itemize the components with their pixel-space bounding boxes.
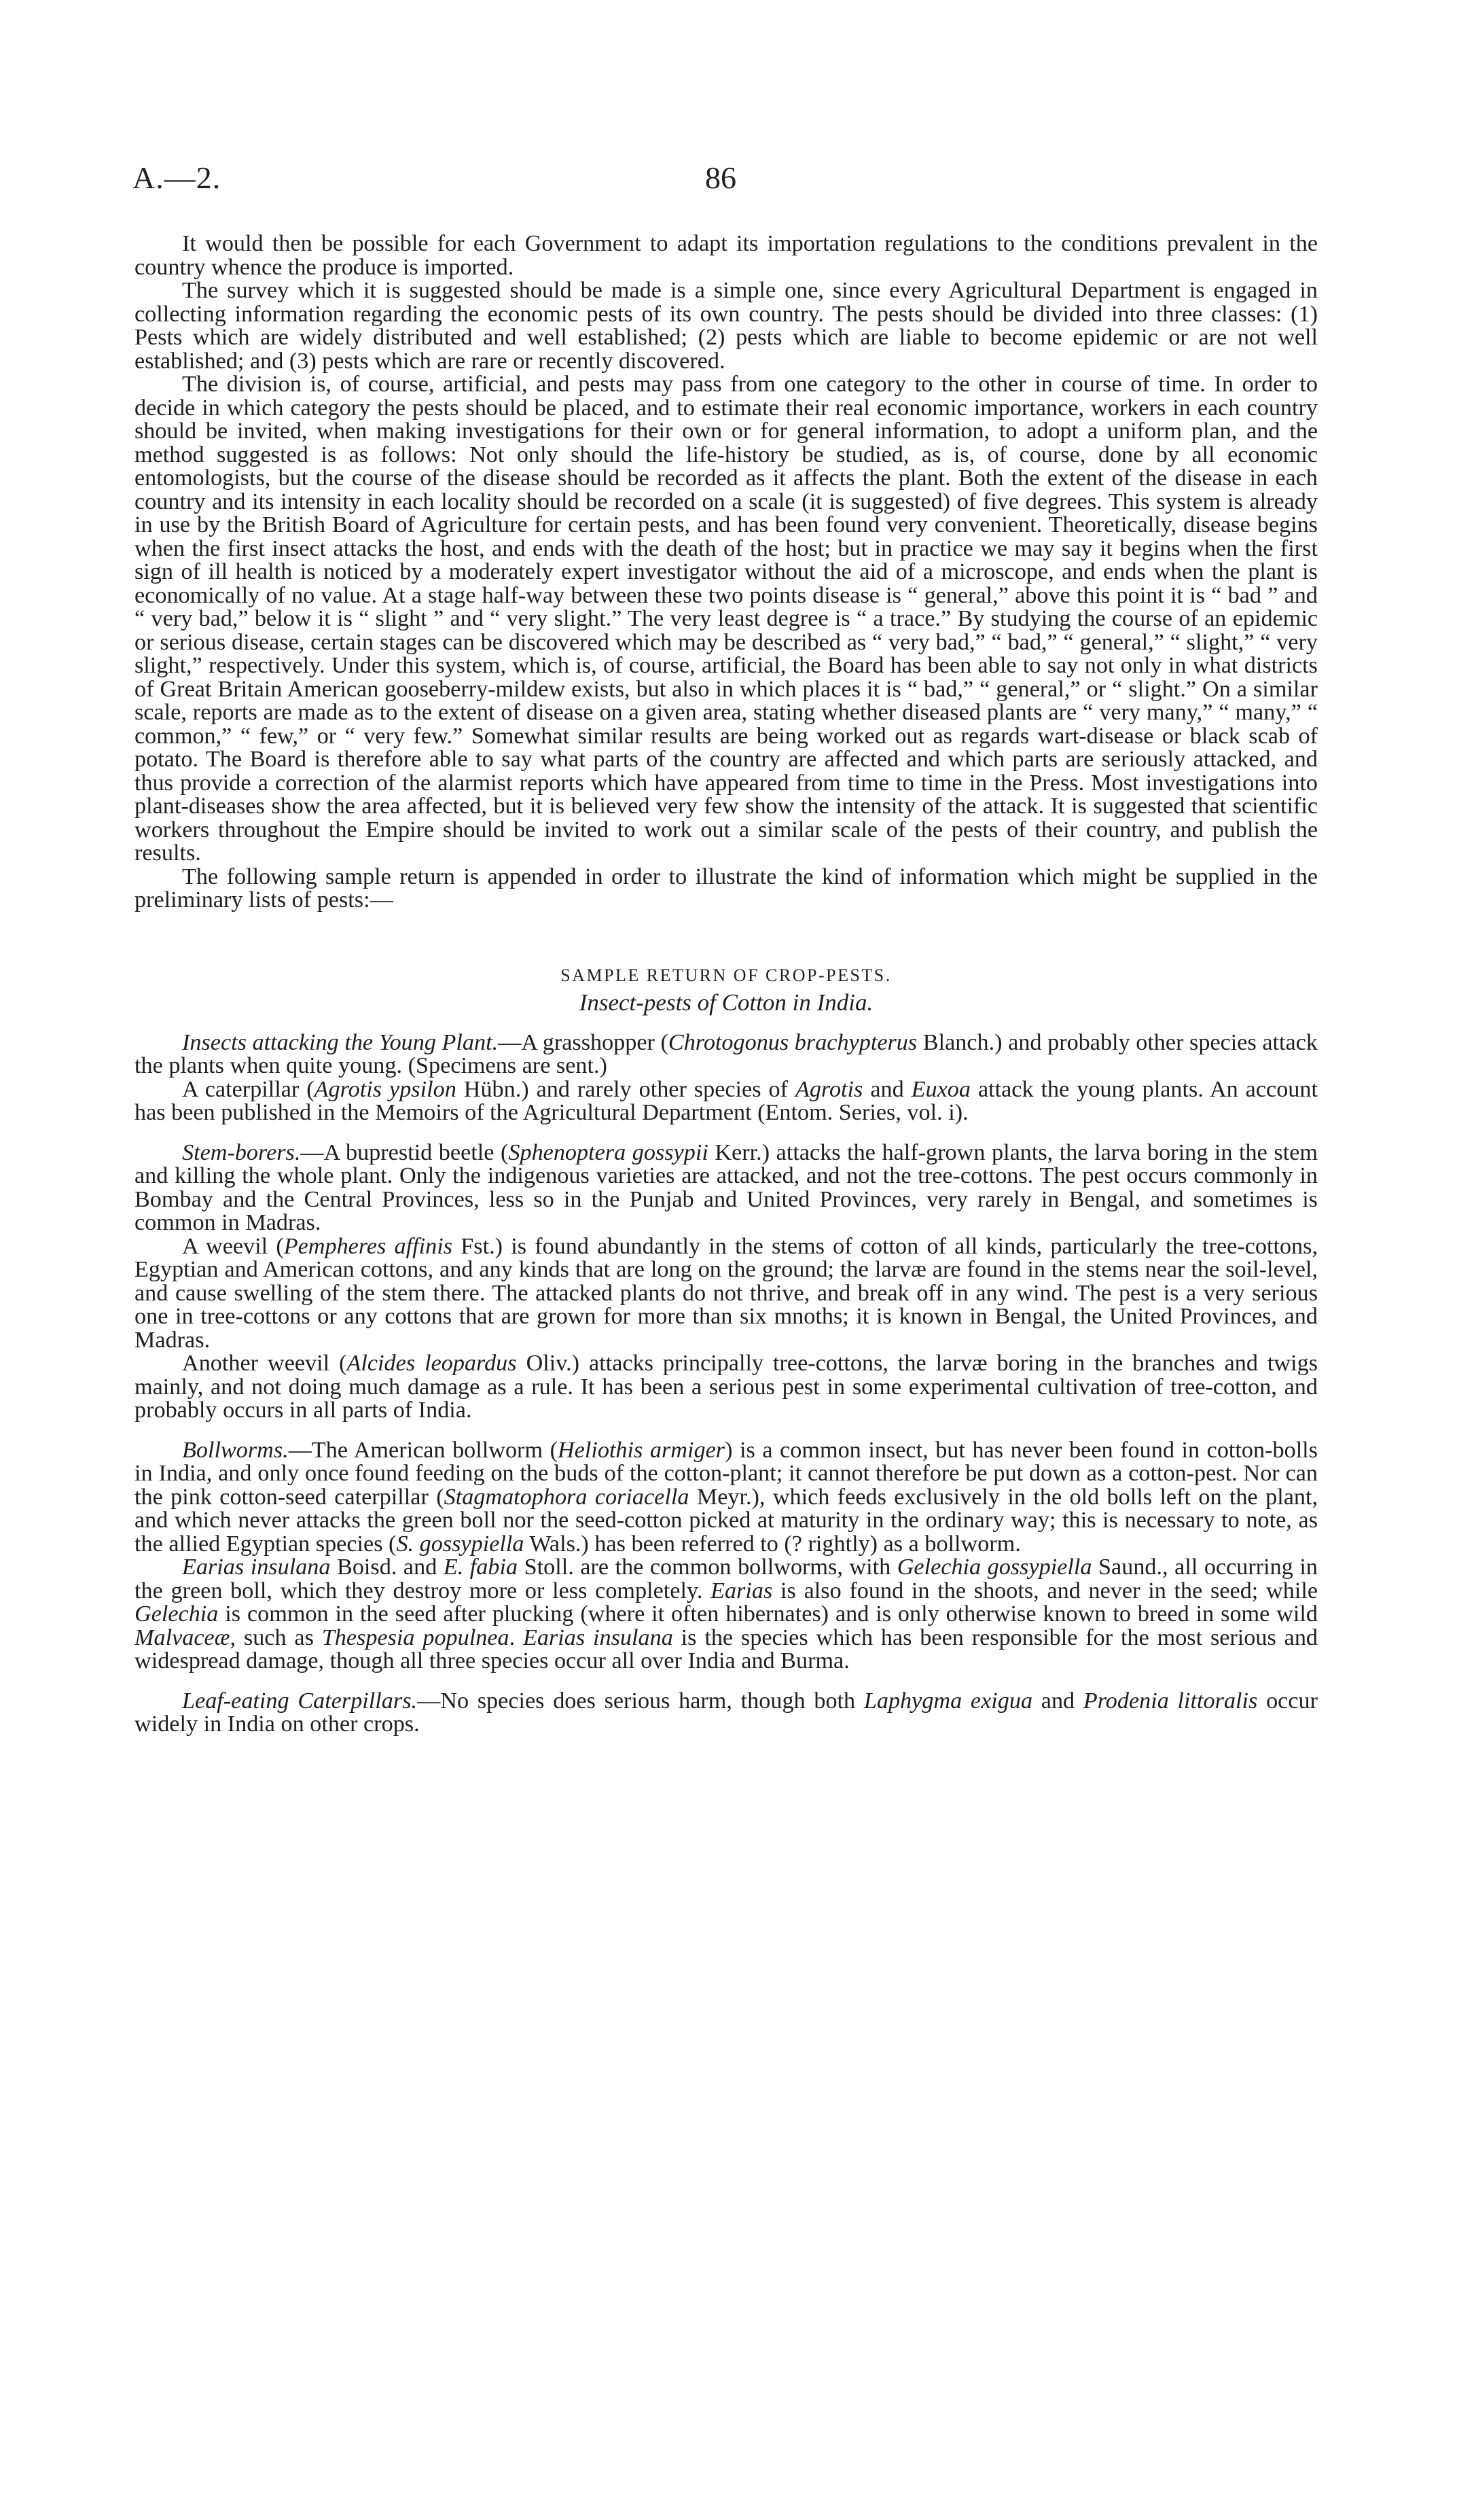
species-name: Earias — [710, 1578, 773, 1603]
species-name: Laphygma exigua — [863, 1688, 1033, 1714]
species-name: Stagmatophora coriacella — [444, 1484, 689, 1510]
page-header — [132, 160, 1342, 207]
paragraph: Leaf-eating Caterpillars.—No species does serious harm, though both Laphygma exigua and Prodenia littoralis occur widely in India on other crops. — [134, 1688, 1318, 1737]
page-number: 86 — [705, 160, 736, 195]
species-name: Chrotogonus brachypterus — [668, 1029, 918, 1055]
species-name: Heliothis armiger — [557, 1437, 725, 1463]
species-name: Earias insulana — [182, 1555, 331, 1580]
species-name: Earias insulana — [523, 1625, 673, 1650]
paragraph: Bollworms.—The American bollworm (Heliothis armiger) is a common insect, but has never been found in cotton-bolls in India, and only once found feeding on the buds of the cotton-plant; it cannot therefore be put down as a cotton-pest. Nor can the pink cotton-seed caterpillar (Stagmatophora coriacella Meyr.), which feeds exclusively in the old bolls left on the plant, and which never attacks the green boll nor the seed-cotton picked at maturity in the ordinary way; this is necessary to note, as the allied Egyptian species (S. gossypiella Wals.) has been referred to (? rightly) as a bollworm. — [134, 1437, 1318, 1557]
species-name: Pempheres affinis — [283, 1233, 453, 1259]
species-name: Thespesia populnea — [321, 1625, 509, 1650]
species-name: E. fabia — [443, 1555, 518, 1580]
paragraph: Insects attacking the Young Plant.—A grasshopper (Chrotogonus brachypterus Blanch.) and probably other species attack the plants when quite young. (Specimens are sent.) — [134, 1029, 1318, 1078]
subsection-heading: Stem-borers. — [182, 1139, 301, 1165]
paragraph: Another weevil (Alcides leopardus Oliv.) attacks principally tree-cottons, the larvæ boring in the branches and twigs mainly, and not doing much damage as a rule. It has been a serious pest in some experimental cultivation of tree-cotton, and probably occurs in all parts of India. — [134, 1351, 1318, 1423]
species-name: Malvaceæ — [134, 1625, 230, 1650]
document-body — [134, 232, 1318, 1737]
paragraph: A weevil (Pempheres affinis Fst.) is found abundantly in the stems of cotton of all kinds, particularly the tree-cottons, Egyptian and American cottons, and any kinds that are long on the ground; the larvæ are found in the stems near the soil-level, and cause swelling of the stem there. The attacked plants do not thrive, and break off in any wind. The pest is a very serious one in tree-cottons or any cottons that are grown for more than six mnoths; it is known in Bengal, the United Provinces, and Madras. — [134, 1233, 1318, 1353]
species-name: Agrotis ypsilon — [314, 1076, 456, 1102]
species-name: Gelechia gossypiella — [897, 1555, 1092, 1580]
species-name: S. gossypiella — [396, 1531, 524, 1557]
section-title: SAMPLE RETURN OF CROP-PESTS. — [560, 965, 892, 985]
species-name: Gelechia — [134, 1601, 219, 1627]
subsection-heading: Leaf-eating Caterpillars. — [182, 1688, 418, 1714]
document-reference: A.—2. — [132, 160, 221, 195]
paragraph: A caterpillar (Agrotis ypsilon Hübn.) and rarely other species of Agrotis and Euxoa attack the young plants. An account has been published in the Memoirs of the Agricultural Department (Entom. Series, vol. i). — [134, 1076, 1318, 1125]
subsection-heading: Insects attacking the Young Plant. — [182, 1029, 499, 1055]
subsection-heading: Bollworms. — [182, 1437, 289, 1463]
species-name: Prodenia littoralis — [1083, 1688, 1258, 1714]
section-subtitle: Insect-pests of Cotton in India. — [579, 989, 874, 1016]
paragraph: Stem-borers.—A buprestid beetle (Sphenoptera gossypii Kerr.) attacks the half-grown plants, the larva boring in the stem and killing the whole plant. Only the indigenous varieties are attacked, and not the tree-cottons. The pest occurs commonly in Bombay and the Central Provinces, less so in the Punjab and United Provinces, very rarely in Bengal, and sometimes is common in Madras. — [134, 1139, 1318, 1235]
species-name: Sphenoptera gossypii — [508, 1139, 708, 1165]
paragraph: The division is, of course, artificial, and pests may pass from one category to the other in course of time. In order to decide in which category the pests should be placed, and to estimate their real economic importance, workers in each country should be invited, when making investigations for their own or for general information, to adopt a uniform plan, and the method suggested is as follows: Not only should the life-history be studied, as is, of course, done by all economic entomologists, but the course of the disease should be recorded as it affects the plant. Both the extent of the disease in each country and its intensity in each locality should be recorded on a scale (it is suggested) of five degrees. This system is already in use by the British Board of Agriculture for certain pests, and has been found very convenient. Theoretically, disease begins when the first insect attacks the host, and ends with the death of the host; but in practice we may say it begins when the first sign of ill health is noticed by a moderately expert investigator without the aid of a microscope, and ends when the plant is economically of no value. At a stage half-way between these two points disease is “ general,” above this point it is “ bad ” and “ very bad,” below it is “ slight ” and “ very slight.” The very least degree is “ a trace.” By studying the course of an epidemic or serious disease, certain stages can be discovered which may be described as “ very bad,” “ bad,” “ general,” “ slight,” “ very slight,” respectively. Under this system, which is, of course, artificial, the Board has been able to say not only in what districts of Great Britain American gooseberry-mildew exists, but also in which places it is “ bad,” “ general,” or “ slight.” On a similar scale, reports are made as to the extent of disease on a given area, stating whether diseased plants are “ very many,” “ many,” “ common,” “ few,” or “ very few.” Somewhat similar results are being worked out as regards wart-disease or black scab of potato. The Board is therefore able to say what parts of the country are affected and which parts are seriously attacked, and thus provide a correction of the alarmist reports which have appeared from time to time in the Press. Most investigations into plant-diseases show the area affected, but it is believed very few show the intensity of the attack. It is suggested that scientific workers throughout the Empire should be invited to work out a similar scale of the pests of their country, and publish the results. — [134, 372, 1318, 866]
species-name: Euxoa — [911, 1076, 971, 1102]
paragraph: The following sample return is appended in order to illustrate the kind of information which might be supplied in the preliminary lists of pests:— — [134, 864, 1318, 912]
species-name: Alcides leopardus — [346, 1351, 517, 1376]
paragraph: It would then be possible for each Government to adapt its importation regulations to the conditions prevalent in the country whence the produce is imported. — [134, 231, 1318, 280]
paragraph: The survey which it is suggested should be made is a simple one, since every Agricultural Department is engaged in collecting information regarding the economic pests of its own country. The pests should be divided into three classes: (1) Pests which are widely distributed and well established; (2) pests which are liable to become epidemic or are not well established; and (3) pests which are rare or recently discovered. — [134, 278, 1318, 374]
species-name: Agrotis — [795, 1076, 863, 1102]
paragraph: Earias insulana Boisd. and E. fabia Stoll. are the common bollworms, with Gelechia gossypiella Saund., all occurring in the green boll, which they destroy more or less completely. Earias is also found in the shoots, and never in the seed; while Gelechia is common in the seed after plucking (where it often hibernates) and is only otherwise known to breed in some wild Malvaceæ, such as Thespesia populnea. Earias insulana is the species which has been responsible for the most serious and widespread damage, though all three species occur all over India and Burma. — [134, 1555, 1318, 1673]
